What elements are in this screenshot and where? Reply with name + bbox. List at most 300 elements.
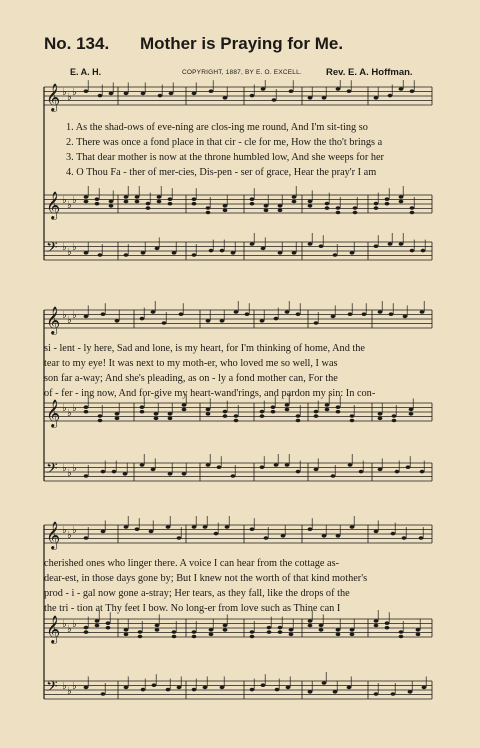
note-head [206, 319, 211, 323]
note-head [84, 630, 89, 634]
note-head [203, 525, 208, 529]
note-head [336, 405, 341, 409]
note-head [385, 202, 390, 206]
note-head [271, 405, 276, 409]
staff-graphics [0, 515, 480, 715]
note-head [308, 200, 313, 204]
note-head [95, 197, 100, 201]
note-head [84, 474, 89, 478]
note-head [168, 412, 173, 416]
music-system-3 [0, 515, 480, 715]
note-head [260, 465, 265, 469]
note-head [314, 410, 319, 414]
note-head [292, 251, 297, 255]
music-system-2 [0, 300, 480, 500]
note-head [319, 624, 324, 628]
note-head [209, 628, 214, 632]
note-head [192, 92, 197, 96]
note-head [391, 692, 396, 696]
note-head [154, 417, 159, 421]
note-head [98, 94, 103, 98]
note-head [289, 633, 294, 637]
note-head [308, 242, 313, 246]
note-head [308, 96, 313, 100]
note-head [264, 204, 269, 208]
note-head [124, 200, 129, 204]
note-head [325, 206, 330, 210]
note-head [308, 204, 313, 208]
note-head [234, 310, 239, 314]
note-head [314, 321, 319, 325]
words-credit: Rev. E. A. Hoffman. [326, 67, 413, 78]
note-head [109, 92, 114, 96]
note-head [333, 690, 338, 694]
note-head [166, 525, 171, 529]
note-head [325, 202, 330, 206]
note-head [281, 534, 286, 538]
note-head [138, 630, 143, 634]
note-head [149, 530, 154, 534]
note-head [285, 408, 290, 412]
note-head [157, 200, 162, 204]
note-head [271, 410, 276, 414]
note-head [231, 251, 236, 255]
flat-icon: ♭ [72, 619, 77, 630]
note-head [168, 417, 173, 421]
note-head [267, 626, 272, 630]
note-head [261, 87, 266, 91]
copyright-notice: COPYRIGHT, 1887, BY E. O. EXCELL. [182, 69, 302, 76]
note-head [348, 463, 353, 467]
note-head [388, 94, 393, 98]
flat-icon: ♭ [62, 242, 67, 253]
note-head [157, 195, 162, 199]
note-head [101, 692, 106, 696]
flat-icon: ♭ [62, 463, 67, 474]
note-head [374, 619, 379, 623]
note-head [152, 683, 157, 687]
note-head [350, 525, 355, 529]
note-head [362, 312, 367, 316]
note-head [336, 633, 341, 637]
treble-clef-icon: 𝄞 [46, 615, 61, 643]
note-head [385, 626, 390, 630]
note-head [409, 412, 414, 416]
note-head [84, 200, 89, 204]
note-head [95, 624, 100, 628]
note-head [115, 417, 120, 421]
flat-icon: ♭ [67, 624, 72, 635]
treble-clef-icon: 𝄞 [46, 399, 61, 427]
note-head [151, 310, 156, 314]
lyric-line-verse-2: dear-est, in those days gone by; But I knew not the worth of that kind mother's [44, 573, 368, 584]
note-head [250, 242, 255, 246]
note-head [416, 628, 421, 632]
note-head [399, 242, 404, 246]
note-head [101, 530, 106, 534]
note-head [84, 89, 89, 93]
flat-icon: ♭ [62, 87, 67, 98]
note-head [275, 688, 280, 692]
note-head [374, 206, 379, 210]
note-head [261, 247, 266, 251]
flat-icon: ♭ [72, 87, 77, 98]
flat-icon: ♭ [67, 315, 72, 326]
note-head [223, 628, 228, 632]
note-head [162, 321, 167, 325]
note-head [220, 249, 225, 253]
note-head [135, 195, 140, 199]
note-head [353, 206, 358, 210]
note-head [286, 686, 291, 690]
note-head [289, 628, 294, 632]
note-head [182, 472, 187, 476]
note-head [84, 195, 89, 199]
note-head [350, 414, 355, 418]
note-head [169, 92, 174, 96]
note-head [260, 414, 265, 418]
note-head [378, 310, 383, 314]
note-head [192, 635, 197, 639]
note-head [101, 312, 106, 316]
note-head [106, 626, 111, 630]
note-head [420, 310, 425, 314]
note-head [388, 242, 393, 246]
flat-icon: ♭ [62, 681, 67, 692]
note-head [109, 200, 114, 204]
flat-icon: ♭ [67, 92, 72, 103]
note-head [410, 211, 415, 215]
note-head [231, 474, 236, 478]
note-head [308, 690, 313, 694]
note-head [406, 465, 411, 469]
note-head [419, 536, 424, 540]
note-head [319, 628, 324, 632]
note-head [322, 681, 327, 685]
flat-icon: ♭ [72, 681, 77, 692]
note-head [250, 527, 255, 531]
note-head [223, 410, 228, 414]
note-head [84, 686, 89, 690]
note-head [141, 688, 146, 692]
note-head [359, 470, 364, 474]
note-head [399, 195, 404, 199]
treble-clef-icon: 𝄞 [46, 83, 61, 111]
note-head [223, 414, 228, 418]
note-head [124, 628, 129, 632]
note-head [84, 410, 89, 414]
note-head [223, 204, 228, 208]
lyric-line-verse-4: of - fer - ing now, And for-give my heart-wand'rings, and pardon my sin: In con- [44, 388, 376, 399]
note-head [166, 688, 171, 692]
flat-icon: ♭ [62, 403, 67, 414]
note-head [177, 686, 182, 690]
lyric-line-verse-4: the tri - tion at Thy feet I bow. No long-er from love such as Thine can I [44, 603, 341, 614]
note-head [135, 200, 140, 204]
lyric-line-verse-3: 3. That dear mother is now at the throne humbled low, And she weeps for her [66, 152, 384, 163]
note-head [151, 468, 156, 472]
note-head [410, 249, 415, 253]
note-head [140, 317, 145, 321]
flat-icon: ♭ [72, 403, 77, 414]
note-head [264, 209, 269, 213]
flat-icon: ♭ [62, 525, 67, 536]
note-head [192, 202, 197, 206]
note-head [140, 405, 145, 409]
note-head [260, 319, 265, 323]
flat-icon: ♭ [62, 195, 67, 206]
note-head [402, 536, 407, 540]
note-head [172, 635, 177, 639]
note-head [392, 419, 397, 423]
note-head [319, 244, 324, 248]
note-head [331, 474, 336, 478]
note-head [378, 468, 383, 472]
hymn-title: Mother is Praying for Me. [140, 34, 344, 53]
note-head [261, 683, 266, 687]
note-head [322, 96, 327, 100]
note-head [289, 89, 294, 93]
note-head [234, 419, 239, 423]
note-head [98, 253, 103, 257]
note-head [374, 624, 379, 628]
note-head [336, 534, 341, 538]
note-head [409, 408, 414, 412]
note-head [264, 536, 269, 540]
note-head [112, 470, 117, 474]
note-head [399, 200, 404, 204]
note-head [141, 92, 146, 96]
flat-icon: ♭ [67, 468, 72, 479]
note-head [325, 403, 330, 407]
note-head [168, 472, 173, 476]
note-head [177, 536, 182, 540]
note-head [308, 527, 313, 531]
note-head [123, 472, 128, 476]
note-head [203, 686, 208, 690]
note-head [250, 202, 255, 206]
music-system-1 [0, 80, 480, 270]
note-head [206, 408, 211, 412]
note-head [146, 206, 151, 210]
note-head [223, 209, 228, 213]
treble-clef-icon: 𝄞 [46, 306, 61, 334]
note-head [292, 200, 297, 204]
note-head [124, 92, 129, 96]
note-head [192, 197, 197, 201]
note-head [374, 530, 379, 534]
note-head [155, 628, 160, 632]
note-head [101, 470, 106, 474]
note-head [392, 414, 397, 418]
note-head [192, 253, 197, 257]
note-head [331, 315, 336, 319]
note-head [192, 525, 197, 529]
note-head [220, 319, 225, 323]
note-head [385, 621, 390, 625]
note-head [296, 414, 301, 418]
note-head [124, 195, 129, 199]
note-head [410, 89, 415, 93]
note-head [124, 253, 129, 257]
note-head [350, 251, 355, 255]
note-head [389, 312, 394, 316]
note-head [146, 202, 151, 206]
note-head [220, 686, 225, 690]
note-head [374, 692, 379, 696]
note-head [192, 688, 197, 692]
note-head [172, 630, 177, 634]
note-head [378, 417, 383, 421]
note-head [109, 204, 114, 208]
note-head [399, 630, 404, 634]
note-head [250, 94, 255, 98]
note-head [84, 251, 89, 255]
note-head [154, 412, 159, 416]
note-head [391, 532, 396, 536]
note-head [278, 251, 283, 255]
music-credit: E. A. H. [70, 67, 102, 77]
note-head [206, 211, 211, 215]
note-head [399, 87, 404, 91]
note-head [182, 408, 187, 412]
note-head [217, 465, 222, 469]
note-head [336, 206, 341, 210]
note-head [314, 414, 319, 418]
note-head [138, 635, 143, 639]
flat-icon: ♭ [72, 310, 77, 321]
note-head [285, 403, 290, 407]
hymn-number: No. 134. [44, 34, 110, 53]
note-head [250, 688, 255, 692]
note-head [308, 624, 313, 628]
note-head [336, 628, 341, 632]
flat-icon: ♭ [72, 463, 77, 474]
note-head [250, 635, 255, 639]
flat-icon: ♭ [67, 686, 72, 697]
lyric-line-verse-2: 2. There was once a fond place in that cir - cle for me, How the tho't brings a [66, 137, 383, 148]
note-head [206, 463, 211, 467]
note-head [374, 202, 379, 206]
note-head [314, 468, 319, 472]
note-head [115, 412, 120, 416]
note-head [115, 319, 120, 323]
note-head [292, 195, 297, 199]
note-head [296, 470, 301, 474]
note-head [98, 414, 103, 418]
lyric-line-verse-1: 1. As the shad-ows of eve-ning are clos-ing me round, And I'm sit-ting so [66, 122, 368, 133]
note-head [209, 633, 214, 637]
lyric-line-verse-4: 4. O Thou Fa - ther of mer-cies, Dis-pen - ser of grace, Hear the pray'r I am [66, 167, 377, 178]
bass-clef-icon: 𝄢 [46, 239, 58, 260]
note-head [420, 470, 425, 474]
note-head [214, 532, 219, 536]
note-head [278, 630, 283, 634]
flat-icon: ♭ [72, 242, 77, 253]
note-head [267, 630, 272, 634]
note-head [347, 686, 352, 690]
treble-clef-icon: 𝄞 [46, 521, 61, 549]
note-head [296, 419, 301, 423]
note-head [95, 619, 100, 623]
note-head [385, 197, 390, 201]
flat-icon: ♭ [67, 200, 72, 211]
note-head [274, 463, 279, 467]
flat-icon: ♭ [62, 619, 67, 630]
note-head [378, 412, 383, 416]
note-head [168, 197, 173, 201]
bass-clef-icon: 𝄢 [46, 678, 58, 699]
note-head [168, 202, 173, 206]
flat-icon: ♭ [72, 195, 77, 206]
note-head [84, 315, 89, 319]
note-head [325, 408, 330, 412]
note-head [336, 87, 341, 91]
note-head [333, 253, 338, 257]
note-head [179, 312, 184, 316]
lyric-line-verse-2: tear to my eye! It was next to my moth-er, who loved me so well, I was [44, 358, 338, 369]
note-head [84, 626, 89, 630]
flat-icon: ♭ [67, 530, 72, 541]
note-head [348, 312, 353, 316]
note-head [140, 463, 145, 467]
note-head [278, 204, 283, 208]
flat-icon: ♭ [67, 247, 72, 258]
note-head [225, 525, 230, 529]
note-head [308, 619, 313, 623]
note-head [421, 249, 426, 253]
note-head [182, 403, 187, 407]
note-head [399, 635, 404, 639]
note-head [336, 410, 341, 414]
note-head [353, 211, 358, 215]
note-head [192, 630, 197, 634]
note-head [141, 251, 146, 255]
note-head [278, 626, 283, 630]
note-head [272, 98, 277, 102]
note-head [274, 317, 279, 321]
treble-clef-icon: 𝄞 [46, 191, 61, 219]
lyric-line-verse-1: cherished ones who linger there. A voice I can hear from the cottage as- [44, 558, 340, 569]
note-head [403, 315, 408, 319]
note-head [209, 249, 214, 253]
note-head [155, 247, 160, 251]
note-head [350, 628, 355, 632]
note-head [124, 633, 129, 637]
note-head [350, 419, 355, 423]
note-head [410, 206, 415, 210]
note-head [124, 686, 129, 690]
note-head [206, 206, 211, 210]
note-head [223, 624, 228, 628]
note-head [245, 312, 250, 316]
note-head [416, 633, 421, 637]
flat-icon: ♭ [72, 525, 77, 536]
note-head [84, 405, 89, 409]
note-head [106, 621, 111, 625]
lyric-line-verse-3: son far a-way; And she's pleading, as on - ly a fond mother can, For the [44, 373, 338, 384]
note-head [336, 211, 341, 215]
note-head [285, 463, 290, 467]
flat-icon: ♭ [67, 408, 72, 419]
note-head [84, 536, 89, 540]
bass-clef-icon: 𝄢 [46, 460, 58, 481]
note-head [172, 251, 177, 255]
note-head [422, 686, 427, 690]
note-head [234, 414, 239, 418]
note-head [223, 96, 228, 100]
staff-graphics [0, 300, 480, 500]
